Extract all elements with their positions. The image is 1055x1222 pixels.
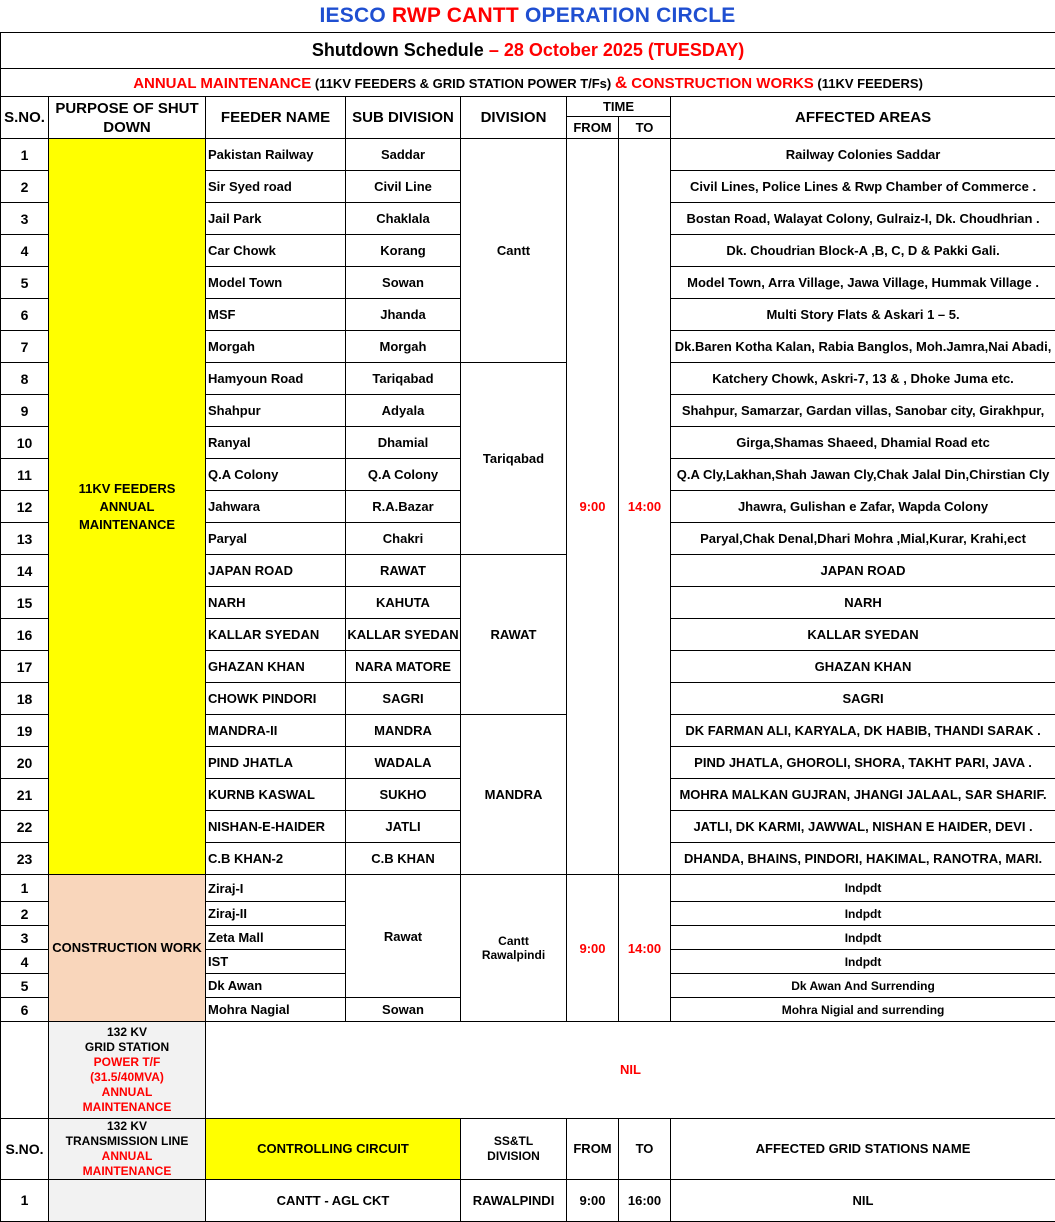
row-subdiv: Sowan <box>346 267 461 299</box>
row-feeder: Dk Awan <box>206 974 346 998</box>
construction-division: Cantt Rawalpindi <box>461 875 567 1022</box>
row-areas: JATLI, DK KARMI, JAWWAL, NISHAN E HAIDER, DEVI . <box>671 811 1055 843</box>
row-feeder: Car Chowk <box>206 235 346 267</box>
row-sno: 1 <box>1 139 49 171</box>
tl-col-circuit: CONTROLLING CIRCUIT <box>206 1118 461 1179</box>
row-feeder: CHOWK PINDORI <box>206 683 346 715</box>
tl-purpose-l2: TRANSMISSION LINE <box>49 1134 205 1149</box>
row-areas: Indpdt <box>671 950 1055 974</box>
row-feeder: IST <box>206 950 346 974</box>
row-sno: 3 <box>1 926 49 950</box>
row-sno: 6 <box>1 299 49 331</box>
row-sno: 22 <box>1 811 49 843</box>
tl-row-circuit: CANTT - AGL CKT <box>206 1179 461 1221</box>
row-areas: Dk.Baren Kotha Kalan, Rabia Banglos, Moh.Jamra,Nai Abadi, <box>671 331 1055 363</box>
row-areas: Dk Awan And Surrending <box>671 974 1055 998</box>
row-sno: 1 <box>1 875 49 902</box>
purpose-construction-work: CONSTRUCTION WORK <box>49 875 206 1022</box>
row-subdiv: Dhamial <box>346 427 461 459</box>
row-areas: Multi Story Flats & Askari 1 – 5. <box>671 299 1055 331</box>
row-subdiv: R.A.Bazar <box>346 491 461 523</box>
row-division: MANDRA <box>461 715 567 875</box>
construction-subdiv: Rawat <box>346 875 461 998</box>
grid-line5: ANNUAL <box>49 1085 205 1100</box>
row-feeder: Jail Park <box>206 203 346 235</box>
row-sno: 3 <box>1 203 49 235</box>
row-feeder: NARH <box>206 587 346 619</box>
row-sno: 5 <box>1 974 49 998</box>
row-subdiv: MANDRA <box>346 715 461 747</box>
row-feeder: KURNB KASWAL <box>206 779 346 811</box>
row-sno: 4 <box>1 235 49 267</box>
row-sno: 15 <box>1 587 49 619</box>
row-subdiv: Chakri <box>346 523 461 555</box>
construction-label: CONSTRUCTION WORKS <box>627 75 814 92</box>
transmission-table <box>0 1021 1055 1222</box>
tl-col-to: TO <box>619 1118 671 1179</box>
row-areas: Katchery Chowk, Askri-7, 13 & , Dhoke Juma etc. <box>671 363 1055 395</box>
row-areas: MOHRA MALKAN GUJRAN, JHANGI JALAAL, SAR SHARIF. <box>671 779 1055 811</box>
row-areas: Shahpur, Samarzar, Gardan villas, Sanobar city, Girakhpur, <box>671 395 1055 427</box>
row-feeder: Pakistan Railway <box>206 139 346 171</box>
row-sno: 10 <box>1 427 49 459</box>
col-sno: S.NO. <box>1 97 49 139</box>
purpose-11kv-feeders: 11KV FEEDERS ANNUAL MAINTENANCE <box>49 139 206 875</box>
circle-title <box>0 0 1055 32</box>
row-areas: Indpdt <box>671 926 1055 950</box>
feeder-row <box>1 139 1055 171</box>
schedule-subheading <box>1 69 1055 97</box>
row-areas: KALLAR SYEDAN <box>671 619 1055 651</box>
col-time: TIME <box>567 97 671 117</box>
row-sno: 11 <box>1 459 49 491</box>
annual-detail: (11KV FEEDERS & GRID STATION POWER T/Fs) <box>311 76 615 91</box>
row-areas: Dk. Choudrian Block-A ,B, C, D & Pakki Gali. <box>671 235 1055 267</box>
row-feeder: Paryal <box>206 523 346 555</box>
row-subdiv: C.B KHAN <box>346 843 461 875</box>
row-division: Cantt <box>461 139 567 363</box>
row-subdiv: WADALA <box>346 747 461 779</box>
schedule-heading <box>1 33 1055 69</box>
col-from: FROM <box>567 117 619 139</box>
tl-col-division <box>461 1118 567 1179</box>
grid-sno-blank <box>1 1021 49 1118</box>
tl-purpose-l1: 132 KV <box>49 1119 205 1134</box>
section1-to: 14:00 <box>619 139 671 875</box>
row-feeder: NISHAN-E-HAIDER <box>206 811 346 843</box>
tl-row-from: 9:00 <box>567 1179 619 1221</box>
row-feeder: Sir Syed road <box>206 171 346 203</box>
grid-line6: MAINTENANCE <box>49 1100 205 1115</box>
row-feeder: MANDRA-II <box>206 715 346 747</box>
row-sno: 5 <box>1 267 49 299</box>
row-sno: 20 <box>1 747 49 779</box>
row-sno: 9 <box>1 395 49 427</box>
row-areas: Bostan Road, Walayat Colony, Gulraiz-I, Dk. Choudhrian . <box>671 203 1055 235</box>
row-division: RAWAT <box>461 555 567 715</box>
row-feeder: KALLAR SYEDAN <box>206 619 346 651</box>
row-feeder: Model Town <box>206 267 346 299</box>
tl-col-sno: S.NO. <box>1 1118 49 1179</box>
row-feeder: MSF <box>206 299 346 331</box>
row-feeder: PIND JHATLA <box>206 747 346 779</box>
row-areas: Mohra Nigial and surrending <box>671 998 1055 1022</box>
tl-purpose-l4: MAINTENANCE <box>49 1164 205 1179</box>
construction-detail: (11KV FEEDERS) <box>814 76 923 91</box>
schedule-label: Shutdown Schedule <box>312 40 484 60</box>
row-areas: Model Town, Arra Village, Jawa Village, Hummak Village . <box>671 267 1055 299</box>
row-division: Tariqabad <box>461 363 567 555</box>
schedule-date: 28 October 2025 (TUESDAY) <box>504 40 744 60</box>
row-sno: 14 <box>1 555 49 587</box>
row-sno: 7 <box>1 331 49 363</box>
row-sno: 6 <box>1 998 49 1022</box>
col-feeder: FEEDER NAME <box>206 97 346 139</box>
schedule-table <box>0 32 1055 1022</box>
tl-col-from: FROM <box>567 1118 619 1179</box>
col-to: TO <box>619 117 671 139</box>
row-areas: DHANDA, BHAINS, PINDORI, HAKIMAL, RANOTRA, MARI. <box>671 843 1055 875</box>
row-subdiv: Morgah <box>346 331 461 363</box>
row-sno: 12 <box>1 491 49 523</box>
row-sno: 23 <box>1 843 49 875</box>
row-subdiv: Adyala <box>346 395 461 427</box>
row-areas: Railway Colonies Saddar <box>671 139 1055 171</box>
row-feeder: Mohra Nagial <box>206 998 346 1022</box>
tl-division-l2: DIVISION <box>461 1149 566 1164</box>
row-subdiv: SAGRI <box>346 683 461 715</box>
row-feeder: JAPAN ROAD <box>206 555 346 587</box>
row-subdiv: Sowan <box>346 998 461 1022</box>
row-feeder: Ranyal <box>206 427 346 459</box>
row-feeder: Jahwara <box>206 491 346 523</box>
section1-from: 9:00 <box>567 139 619 875</box>
row-subdiv: RAWAT <box>346 555 461 587</box>
grid-line1: 132 KV <box>49 1025 205 1040</box>
row-feeder: Q.A Colony <box>206 459 346 491</box>
row-sno: 8 <box>1 363 49 395</box>
tl-row-to: 16:00 <box>619 1179 671 1221</box>
row-subdiv: Jhanda <box>346 299 461 331</box>
grid-station-purpose <box>49 1021 206 1118</box>
row-subdiv: Civil Line <box>346 171 461 203</box>
title-operation-circle: OPERATION CIRCLE <box>525 4 735 27</box>
row-areas: JAPAN ROAD <box>671 555 1055 587</box>
col-purpose: PURPOSE OF SHUT DOWN <box>49 97 206 139</box>
tl-row-purpose-blank <box>49 1179 206 1221</box>
title-rwp-cantt: RWP CANTT <box>392 4 519 27</box>
row-areas: SAGRI <box>671 683 1055 715</box>
row-subdiv: NARA MATORE <box>346 651 461 683</box>
amp-sign: & <box>615 73 627 92</box>
row-areas: Indpdt <box>671 902 1055 926</box>
row-subdiv: Korang <box>346 235 461 267</box>
grid-line3: POWER T/F <box>49 1055 205 1070</box>
title-iesco: IESCO <box>320 4 386 27</box>
row-areas: Q.A Cly,Lakhan,Shah Jawan Cly,Chak Jalal Din,Chirstian Cly <box>671 459 1055 491</box>
row-subdiv: SUKHO <box>346 779 461 811</box>
tl-row-areas: NIL <box>671 1179 1055 1221</box>
tl-row-sno: 1 <box>1 1179 49 1221</box>
section2-to: 14:00 <box>619 875 671 1022</box>
row-areas: Civil Lines, Police Lines & Rwp Chamber of Commerce . <box>671 171 1055 203</box>
row-areas: DK FARMAN ALI, KARYALA, DK HABIB, THANDI SARAK . <box>671 715 1055 747</box>
row-sno: 2 <box>1 902 49 926</box>
tl-division-l1: SS&TL <box>461 1134 566 1149</box>
row-areas: Paryal,Chak Denal,Dhari Mohra ,Mial,Kurar, Krahi,ect <box>671 523 1055 555</box>
row-sno: 17 <box>1 651 49 683</box>
row-subdiv: Saddar <box>346 139 461 171</box>
row-feeder: GHAZAN KHAN <box>206 651 346 683</box>
row-sno: 2 <box>1 171 49 203</box>
row-feeder: Morgah <box>206 331 346 363</box>
tl-purpose-l3: ANNUAL <box>49 1149 205 1164</box>
row-feeder: Ziraj-II <box>206 902 346 926</box>
row-subdiv: Tariqabad <box>346 363 461 395</box>
row-subdiv: Q.A Colony <box>346 459 461 491</box>
grid-station-value: NIL <box>206 1021 1055 1118</box>
row-subdiv: JATLI <box>346 811 461 843</box>
tl-col-areas: AFFECTED GRID STATIONS NAME <box>671 1118 1055 1179</box>
construction-row <box>1 875 1055 902</box>
row-feeder: Zeta Mall <box>206 926 346 950</box>
row-sno: 18 <box>1 683 49 715</box>
row-subdiv: KAHUTA <box>346 587 461 619</box>
row-feeder: C.B KHAN-2 <box>206 843 346 875</box>
section2-from: 9:00 <box>567 875 619 1022</box>
row-feeder: Hamyoun Road <box>206 363 346 395</box>
col-subdiv: SUB DIVISION <box>346 97 461 139</box>
annual-maintenance-label: ANNUAL MAINTENANCE <box>133 75 311 92</box>
row-subdiv: KALLAR SYEDAN <box>346 619 461 651</box>
row-sno: 4 <box>1 950 49 974</box>
row-sno: 21 <box>1 779 49 811</box>
grid-line4: (31.5/40MVA) <box>49 1070 205 1085</box>
row-subdiv: Chaklala <box>346 203 461 235</box>
tl-row-division: RAWALPINDI <box>461 1179 567 1221</box>
row-sno: 19 <box>1 715 49 747</box>
grid-line2: GRID STATION <box>49 1040 205 1055</box>
col-areas: AFFECTED AREAS <box>671 97 1055 139</box>
row-areas: Indpdt <box>671 875 1055 902</box>
col-division: DIVISION <box>461 97 567 139</box>
row-areas: Jhawra, Gulishan e Zafar, Wapda Colony <box>671 491 1055 523</box>
row-feeder: Ziraj-I <box>206 875 346 902</box>
row-areas: Girga,Shamas Shaeed, Dhamial Road etc <box>671 427 1055 459</box>
row-sno: 13 <box>1 523 49 555</box>
tl-col-purpose <box>49 1118 206 1179</box>
row-areas: NARH <box>671 587 1055 619</box>
row-areas: PIND JHATLA, GHOROLI, SHORA, TAKHT PARI, JAVA . <box>671 747 1055 779</box>
row-feeder: Shahpur <box>206 395 346 427</box>
row-sno: 16 <box>1 619 49 651</box>
row-areas: GHAZAN KHAN <box>671 651 1055 683</box>
heading-dash: – <box>484 40 504 60</box>
